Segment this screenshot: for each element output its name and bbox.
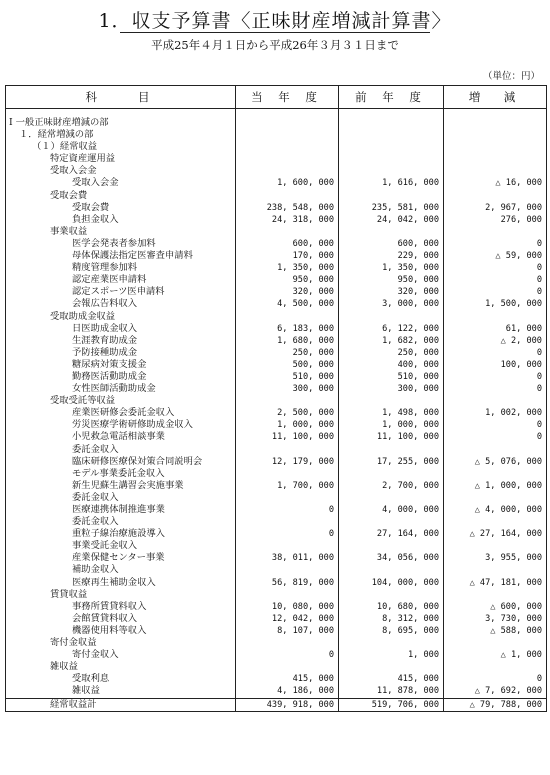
account-name-cell: 経常収益計: [6, 698, 236, 711]
table-body: [6, 109, 547, 712]
previous-year-cell: 1, 000, 000: [339, 419, 444, 431]
previous-year-cell: [339, 153, 444, 165]
table-row: [6, 395, 547, 407]
account-name-cell: 認定産業医申請料: [6, 274, 236, 286]
table-row: [6, 129, 547, 141]
account-name-cell: 会館賃貸料収入: [6, 613, 236, 625]
previous-year-cell: [339, 311, 444, 323]
current-year-cell: 12, 179, 000: [236, 456, 339, 480]
account-name-cell: 女性医師活動助成金: [6, 383, 236, 395]
change-cell: 0: [444, 673, 547, 685]
column-header-account: 科 目: [6, 86, 236, 109]
account-name-cell: 機器使用料等収入: [6, 625, 236, 637]
table-row: [6, 274, 547, 286]
previous-year-cell: [339, 129, 444, 141]
current-year-cell: 24, 318, 000: [236, 214, 339, 226]
current-year-cell: 1, 680, 000: [236, 335, 339, 347]
current-year-cell: 510, 000: [236, 371, 339, 383]
account-name-cell: 臨床研修医療保対策合同説明会 モデル事業委託金収入: [6, 456, 236, 480]
account-name-cell: 事務所賃貸料収入: [6, 601, 236, 613]
account-name-cell: 精度管理参加料: [6, 262, 236, 274]
document-title: 1．収支予算書〈正味財産増減計算書〉: [98, 10, 452, 32]
previous-year-cell: 250, 000: [339, 347, 444, 359]
change-cell: 2, 967, 000: [444, 202, 547, 214]
account-name-cell: 受取入会金: [6, 177, 236, 189]
current-year-cell: 8, 107, 000: [236, 625, 339, 637]
previous-year-cell: 2, 700, 000: [339, 480, 444, 504]
previous-year-cell: 27, 164, 000: [339, 528, 444, 552]
previous-year-cell: 600, 000: [339, 238, 444, 250]
current-year-cell: 0: [236, 504, 339, 528]
account-name-cell: １．経常増減の部: [6, 129, 236, 141]
account-name-cell: 受取会費: [6, 202, 236, 214]
table-row: [6, 383, 547, 395]
previous-year-cell: 17, 255, 000: [339, 456, 444, 480]
table-row: [6, 673, 547, 685]
account-name-cell: 勤務医活動助成金: [6, 371, 236, 383]
account-name-cell: 産業医研修会委託金収入: [6, 407, 236, 419]
previous-year-cell: 235, 581, 000: [339, 202, 444, 214]
budget-table: [5, 85, 547, 712]
change-cell: [444, 311, 547, 323]
table-row: [6, 286, 547, 298]
change-cell: [444, 190, 547, 202]
change-cell: △ 4, 000, 000: [444, 504, 547, 528]
change-cell: 0: [444, 383, 547, 395]
change-cell: 0: [444, 419, 547, 431]
column-header-previous-year: 前 年 度: [339, 86, 444, 109]
account-name-cell: 産業保健センター事業 補助金収入: [6, 552, 236, 576]
previous-year-cell: 320, 000: [339, 286, 444, 298]
current-year-cell: 4, 186, 000: [236, 685, 339, 698]
previous-year-cell: [339, 165, 444, 177]
change-cell: 3, 730, 000: [444, 613, 547, 625]
table-row: [6, 480, 547, 504]
table-row: [6, 456, 547, 480]
current-year-cell: 170, 000: [236, 250, 339, 262]
account-name-cell: 雑収益: [6, 685, 236, 698]
current-year-cell: 10, 080, 000: [236, 601, 339, 613]
change-cell: 1, 002, 000: [444, 407, 547, 419]
current-year-cell: 1, 600, 000: [236, 177, 339, 189]
account-name-cell: 小児救急電話相談事業 委託金収入: [6, 431, 236, 455]
change-cell: [444, 637, 547, 649]
table-row: [6, 117, 547, 129]
change-cell: 276, 000: [444, 214, 547, 226]
change-cell: 0: [444, 274, 547, 286]
table-row: [6, 552, 547, 576]
current-year-cell: 38, 011, 000: [236, 552, 339, 576]
previous-year-cell: 34, 056, 000: [339, 552, 444, 576]
account-name-cell: 受取会費: [6, 190, 236, 202]
change-cell: [444, 117, 547, 129]
change-cell: [444, 226, 547, 238]
current-year-cell: [236, 395, 339, 407]
previous-year-cell: [339, 190, 444, 202]
previous-year-cell: [339, 226, 444, 238]
table-header-row: [6, 86, 547, 109]
change-cell: 0: [444, 238, 547, 250]
previous-year-cell: 1, 000: [339, 649, 444, 661]
previous-year-cell: 8, 312, 000: [339, 613, 444, 625]
table-row: [6, 601, 547, 613]
previous-year-cell: 415, 000: [339, 673, 444, 685]
account-name-cell: 予防接種助成金: [6, 347, 236, 359]
previous-year-cell: [339, 637, 444, 649]
account-name-cell: 母体保護法指定医審査申請料: [6, 250, 236, 262]
unit-label: （単位：円）: [482, 71, 540, 82]
account-name-cell: 糖尿病対策支援金: [6, 359, 236, 371]
account-name-cell: 労災医療学術研修助成金収入: [6, 419, 236, 431]
change-cell: [444, 129, 547, 141]
current-year-cell: [236, 589, 339, 601]
change-cell: [444, 661, 547, 673]
period-subtitle: 平成25年４月１日から平成26年３月３１日まで: [151, 38, 399, 52]
change-cell: 0: [444, 431, 547, 455]
table-row: [6, 625, 547, 637]
current-year-cell: 1, 350, 000: [236, 262, 339, 274]
previous-year-cell: 300, 000: [339, 383, 444, 395]
account-name-cell: 雑収益: [6, 661, 236, 673]
column-header-current-year: 当 年 度: [236, 86, 339, 109]
change-cell: [444, 589, 547, 601]
account-name-cell: 医療再生補助金収入: [6, 577, 236, 589]
table-row: [6, 637, 547, 649]
change-cell: △ 7, 692, 000: [444, 685, 547, 698]
current-year-cell: 1, 700, 000: [236, 480, 339, 504]
account-name-cell: 日医助成金収入: [6, 323, 236, 335]
change-cell: △ 59, 000: [444, 250, 547, 262]
current-year-cell: 415, 000: [236, 673, 339, 685]
current-year-cell: 2, 500, 000: [236, 407, 339, 419]
account-name-cell: 認定スポーツ医申請料: [6, 286, 236, 298]
change-cell: [444, 141, 547, 153]
table-row: [6, 165, 547, 177]
table-row: [6, 407, 547, 419]
account-name-cell: 受取受託等収益: [6, 395, 236, 407]
current-year-cell: 12, 042, 000: [236, 613, 339, 625]
table-row: [6, 419, 547, 431]
previous-year-cell: 104, 000, 000: [339, 577, 444, 589]
table-top-spacer: [6, 109, 547, 118]
change-cell: △ 79, 788, 000: [444, 698, 547, 711]
table-row: [6, 577, 547, 589]
table-row: [6, 431, 547, 455]
table-row: [6, 177, 547, 189]
change-cell: 0: [444, 262, 547, 274]
previous-year-cell: 24, 042, 000: [339, 214, 444, 226]
previous-year-cell: 4, 000, 000: [339, 504, 444, 528]
change-cell: [444, 395, 547, 407]
table-row: [6, 371, 547, 383]
change-cell: △ 5, 076, 000: [444, 456, 547, 480]
account-name-cell: 賃貸収益: [6, 589, 236, 601]
current-year-cell: 320, 000: [236, 286, 339, 298]
previous-year-cell: 1, 682, 000: [339, 335, 444, 347]
previous-year-cell: [339, 395, 444, 407]
table-row: [6, 685, 547, 698]
column-header-change: 増 減: [444, 86, 547, 109]
current-year-cell: 300, 000: [236, 383, 339, 395]
current-year-cell: [236, 141, 339, 153]
previous-year-cell: 519, 706, 000: [339, 698, 444, 711]
previous-year-cell: 1, 350, 000: [339, 262, 444, 274]
previous-year-cell: 510, 000: [339, 371, 444, 383]
previous-year-cell: 229, 000: [339, 250, 444, 262]
account-name-cell: 特定資産運用益: [6, 153, 236, 165]
previous-year-cell: 11, 100, 000: [339, 431, 444, 455]
current-year-cell: [236, 637, 339, 649]
current-year-cell: 1, 000, 000: [236, 419, 339, 431]
table-row: [6, 298, 547, 310]
table-row: [6, 613, 547, 625]
table-row: [6, 347, 547, 359]
table-row: [6, 226, 547, 238]
table-row: [6, 190, 547, 202]
previous-year-cell: 10, 680, 000: [339, 601, 444, 613]
change-cell: 0: [444, 371, 547, 383]
change-cell: △ 16, 000: [444, 177, 547, 189]
table-row: [6, 661, 547, 673]
previous-year-cell: [339, 117, 444, 129]
total-row: [6, 698, 547, 711]
account-name-cell: 負担金収入: [6, 214, 236, 226]
current-year-cell: [236, 165, 339, 177]
previous-year-cell: 6, 122, 000: [339, 323, 444, 335]
current-year-cell: 238, 548, 000: [236, 202, 339, 214]
current-year-cell: 250, 000: [236, 347, 339, 359]
current-year-cell: 0: [236, 649, 339, 661]
previous-year-cell: [339, 661, 444, 673]
account-name-cell: 寄付金収入: [6, 649, 236, 661]
current-year-cell: 11, 100, 000: [236, 431, 339, 455]
current-year-cell: [236, 661, 339, 673]
current-year-cell: 950, 000: [236, 274, 339, 286]
table-row: [6, 202, 547, 214]
current-year-cell: [236, 129, 339, 141]
change-cell: 0: [444, 347, 547, 359]
table-row: [6, 323, 547, 335]
change-cell: 1, 500, 000: [444, 298, 547, 310]
current-year-cell: 6, 183, 000: [236, 323, 339, 335]
table-row: [6, 262, 547, 274]
current-year-cell: [236, 190, 339, 202]
current-year-cell: [236, 226, 339, 238]
change-cell: [444, 165, 547, 177]
previous-year-cell: 400, 000: [339, 359, 444, 371]
current-year-cell: 56, 819, 000: [236, 577, 339, 589]
account-name-cell: （１）経常収益: [6, 141, 236, 153]
change-cell: △ 1, 000: [444, 649, 547, 661]
account-name-cell: 医学会発表者参加料: [6, 238, 236, 250]
account-name-cell: 生涯教育助成金: [6, 335, 236, 347]
change-cell: △ 588, 000: [444, 625, 547, 637]
previous-year-cell: 8, 695, 000: [339, 625, 444, 637]
account-name-cell: 事業収益: [6, 226, 236, 238]
account-name-cell: 会報広告料収入: [6, 298, 236, 310]
previous-year-cell: 3, 000, 000: [339, 298, 444, 310]
current-year-cell: [236, 117, 339, 129]
change-cell: △ 47, 181, 000: [444, 577, 547, 589]
previous-year-cell: 11, 878, 000: [339, 685, 444, 698]
account-name-cell: 寄付金収益: [6, 637, 236, 649]
current-year-cell: 0: [236, 528, 339, 552]
change-cell: △ 1, 000, 000: [444, 480, 547, 504]
title-underline: [120, 32, 430, 33]
table-row: [6, 335, 547, 347]
table-row: [6, 649, 547, 661]
current-year-cell: [236, 153, 339, 165]
table-row: [6, 504, 547, 528]
current-year-cell: 439, 918, 000: [236, 698, 339, 711]
table-row: [6, 589, 547, 601]
table-row: [6, 153, 547, 165]
change-cell: 61, 000: [444, 323, 547, 335]
current-year-cell: [236, 311, 339, 323]
account-name-cell: 受取利息: [6, 673, 236, 685]
current-year-cell: 4, 500, 000: [236, 298, 339, 310]
account-name-cell: 重粒子線治療施設導入 事業受託金収入: [6, 528, 236, 552]
previous-year-cell: 950, 000: [339, 274, 444, 286]
current-year-cell: 600, 000: [236, 238, 339, 250]
change-cell: 0: [444, 286, 547, 298]
account-name-cell: Ⅰ 一般正味財産増減の部: [6, 117, 236, 129]
current-year-cell: 500, 000: [236, 359, 339, 371]
table-row: [6, 141, 547, 153]
change-cell: 3, 955, 000: [444, 552, 547, 576]
account-name-cell: 医療連携体制推進事業 委託金収入: [6, 504, 236, 528]
table-row: [6, 214, 547, 226]
change-cell: △ 27, 164, 000: [444, 528, 547, 552]
previous-year-cell: 1, 498, 000: [339, 407, 444, 419]
table-row: [6, 359, 547, 371]
account-name-cell: 受取助成金収益: [6, 311, 236, 323]
change-cell: 100, 000: [444, 359, 547, 371]
table-row: [6, 311, 547, 323]
change-cell: △ 2, 000: [444, 335, 547, 347]
change-cell: △ 600, 000: [444, 601, 547, 613]
previous-year-cell: [339, 589, 444, 601]
table-row: [6, 238, 547, 250]
previous-year-cell: [339, 141, 444, 153]
table-row: [6, 528, 547, 552]
account-name-cell: 新生児蘇生講習会実施事業 委託金収入: [6, 480, 236, 504]
previous-year-cell: 1, 616, 000: [339, 177, 444, 189]
table-row: [6, 250, 547, 262]
account-name-cell: 受取入会金: [6, 165, 236, 177]
change-cell: [444, 153, 547, 165]
